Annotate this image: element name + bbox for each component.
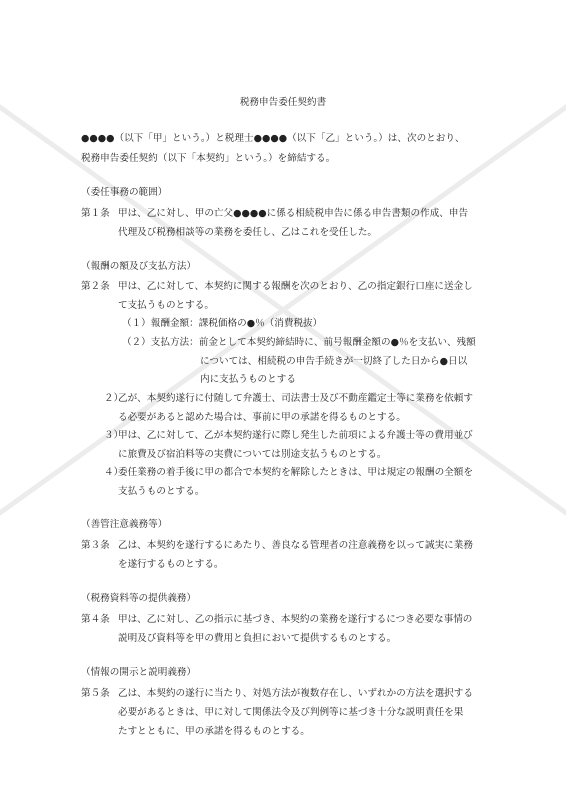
article-line: 甲は、乙に対して、本契約に関する報酬を次のとおり、乙の指定銀行口座に送金し bbox=[118, 281, 473, 292]
paragraph-line: 甲は、乙に対して、乙が本契約遂行に際し発生した前項による弁護士等の費用並び bbox=[118, 430, 473, 441]
article-line: 必要があるときは、甲に対して関係法令及び判例等に基づき十分な説明責任を果 bbox=[118, 707, 464, 718]
article-heading: （情報の開示と説明義務） bbox=[81, 667, 197, 678]
sub-item: （２）支払方法：前金として本契約締結時に、前号報酬金額の●％を支払い、残額 bbox=[122, 337, 476, 348]
article-line: 説明及び資料等を甲の費用と負担において提供するものとする。 bbox=[118, 633, 397, 644]
article-line: 乙は、本契約の遂行に当たり、対処方法が複数存在し、いずれかの方法を選択する bbox=[118, 688, 473, 699]
paragraph-number: ３） bbox=[104, 430, 124, 441]
paragraph-line: に旅費及び宿泊料等の実費については別途支払うものとする。 bbox=[118, 449, 387, 460]
paragraph-line: 委任業務の着手後に甲の都合で本契約を解除したときは、甲は規定の報酬の全額を bbox=[118, 467, 473, 478]
article-line: を遂行するものとする。 bbox=[118, 559, 224, 570]
paragraph-line: る必要があると認めた場合は、事前に甲の承諾を得るものとする。 bbox=[118, 412, 406, 423]
sub-item-continued: 内に支払うものとする bbox=[200, 374, 296, 385]
article-heading: （税務資料等の提供義務） bbox=[81, 593, 197, 604]
article-line: 代理及び税務相談等の業務を委任し、乙はこれを受任した。 bbox=[118, 227, 378, 238]
intro-line: 税務申告委任契約（以下「本契約」という。）を締結する。 bbox=[81, 153, 336, 164]
paragraph-line: 支払うものとする。 bbox=[118, 486, 205, 497]
article-heading: （委任事務の範囲） bbox=[81, 187, 168, 198]
intro-line: ●●●●（以下「甲」という。）と税理士●●●●（以下「乙」という。）は、次のとおり、 bbox=[81, 133, 465, 144]
article-line: 甲は、乙に対し、甲の亡父●●●●に係る相続税申告に係る申告書類の作成、申告 bbox=[118, 208, 469, 219]
article-line: 乙は、本契約を遂行するにあたり、善良なる管理者の注意義務を以って誠実に業務 bbox=[118, 540, 473, 551]
article-line: たすとともに、甲の承諾を得るものとする。 bbox=[118, 726, 310, 737]
sub-item: （１）報酬金額：課税価格の●％（消費税抜） bbox=[122, 318, 323, 329]
article-number: 第５条 bbox=[81, 688, 110, 699]
article-number: 第１条 bbox=[81, 208, 110, 219]
article-number: 第３条 bbox=[81, 540, 110, 551]
paragraph-line: 乙が、本契約遂行に付随して弁護士、司法書士及び不動産鑑定士等に業務を依頼す bbox=[118, 393, 473, 404]
paragraph-number: ４） bbox=[104, 467, 124, 478]
paragraph-number: ２） bbox=[104, 393, 124, 404]
article-heading: （報酬の額及び支払方法） bbox=[81, 261, 197, 272]
sub-item-continued: については、相続税の申告手続きが一切終了した日から●日以 bbox=[200, 356, 468, 367]
article-number: 第４条 bbox=[81, 614, 110, 625]
article-number: 第２条 bbox=[81, 281, 110, 292]
article-line: て支払うものとする。 bbox=[118, 300, 214, 311]
article-line: 甲は、乙に対し、乙の指示に基づき、本契約の業務を遂行するにつき必要な事情の bbox=[118, 614, 473, 625]
article-heading: （善管注意義務等） bbox=[81, 519, 168, 530]
document-title: 税務申告委任契約書 bbox=[239, 97, 327, 108]
